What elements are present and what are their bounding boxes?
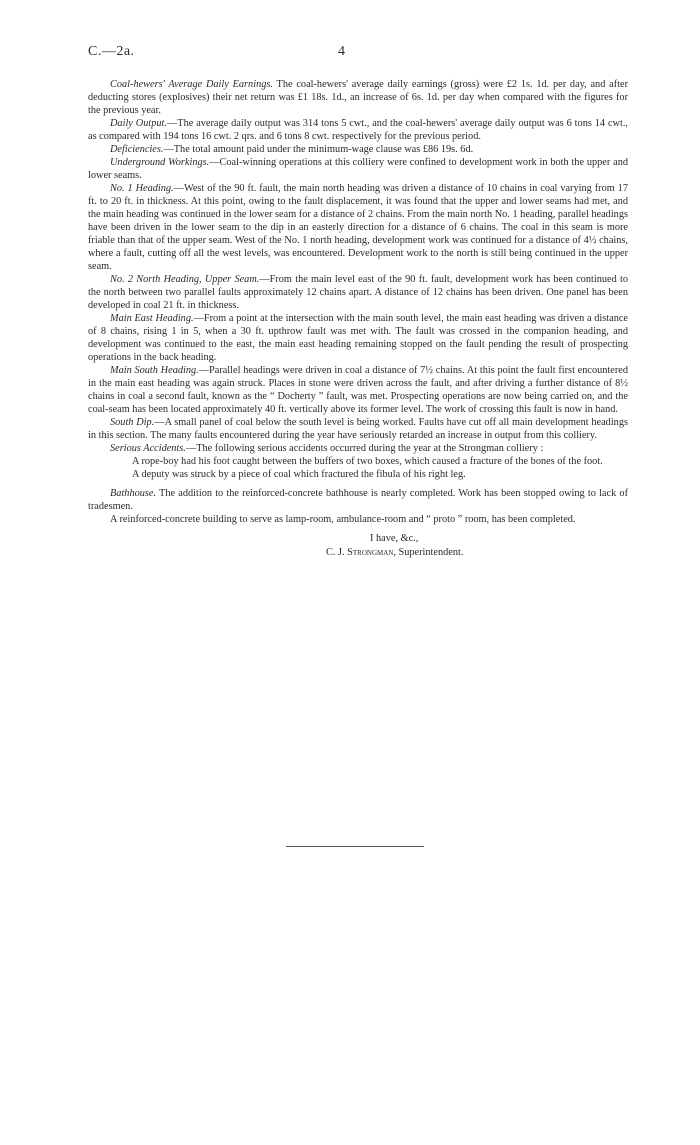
signatory-title: , Superintendent.: [393, 547, 464, 558]
signoff: [326, 532, 628, 559]
paragraph-heading: Main South Heading.: [110, 365, 199, 376]
paragraph-heading: No. 1 Heading.: [110, 183, 174, 194]
paragraph-no2-north-heading: [88, 273, 628, 312]
paragraph-heading: Daily Output.: [110, 118, 167, 129]
paragraph-coal-hewers-earnings: [88, 78, 628, 117]
paragraph-main-south-heading: [88, 364, 628, 416]
paragraph-text: —From the main level east of the 90 ft. fault, development work has been continued to the north between two parallel faults approximately 12 chains apart. A distance of 12 chains has been driven. One panel has been developed in coal 21 ft. in thickness.: [88, 274, 628, 311]
page-number: 4: [338, 44, 345, 59]
signatory-name: C. J. Strongman: [326, 547, 394, 558]
accident-item: A rope-boy had his foot caught between the buffers of two boxes, which caused a fracture of the bones of the foot.: [132, 456, 603, 467]
paragraph-heading: Coal-hewers' Average Daily Earnings.: [110, 79, 273, 90]
section-divider: [286, 846, 424, 847]
paragraph-text: —Coal-winning operations at this colliery were confined to development work in both the upper and lower seams.: [88, 157, 628, 181]
paragraph-text: The addition to the reinforced-concrete bathhouse is nearly completed. Work has been stopped owing to lack of tradesmen.: [88, 488, 628, 512]
signoff-signature: [326, 546, 628, 559]
paragraph-heading: No. 2 North Heading, Upper Seam.: [110, 274, 260, 285]
paragraph-text: —The average daily output was 314 tons 5 cwt., and the coal-hewers' average daily output was 6 tons 14 cwt., as compared with 194 tons 16 cwt. 2 qrs. and 6 tons 8 cwt. respectively for the previous period.: [88, 118, 628, 142]
page-header: [88, 44, 628, 64]
document-code: C.—2a.: [88, 44, 135, 59]
report-body: [88, 78, 628, 559]
paragraph-bathhouse: [88, 487, 628, 513]
paragraph-main-east-heading: [88, 312, 628, 364]
paragraph-text: —From a point at the intersection with the main south level, the main east heading was driven a distance of 8 chains, rising 1 in 5, when a 30 ft. upthrow fault was met with. The fault was crossed in the companion heading, and development was continued to the east, the main east heading remaining stopped on the fault pending the result of prospecting operations in the back heading.: [88, 313, 629, 363]
paragraph-underground-workings: [88, 156, 628, 182]
paragraph-heading: South Dip.: [110, 417, 155, 428]
paragraph-text: The coal-hewers' average daily earnings (gross) were £2 1s. 1d. per day, and after deducting stores (explosives) their net return was £1 18s. 1d., an increase of 6s. 1d. per day when compared with the figures for the previous year.: [88, 79, 628, 116]
signoff-greeting: I have, &c.,: [370, 533, 419, 544]
paragraph-no1-heading: [88, 182, 628, 273]
paragraph-text: —The total amount paid under the minimum-wage clause was £86 19s. 6d.: [163, 144, 474, 155]
paragraph-daily-output: [88, 117, 628, 143]
paragraph-heading: Bathhouse.: [110, 488, 157, 499]
paragraph-heading: Main East Heading.: [110, 313, 194, 324]
accident-item: A deputy was struck by a piece of coal which fractured the fibula of his right leg.: [132, 469, 466, 480]
paragraph-text: —The following serious accidents occurred during the year at the Strongman colliery :: [185, 443, 544, 454]
paragraph-heading: Underground Workings.: [110, 157, 210, 168]
paragraph-serious-accidents: [88, 442, 628, 455]
paragraph-text: A reinforced-concrete building to serve as lamp-room, ambulance-room and “ proto ” room, has been completed.: [110, 514, 576, 525]
paragraph-heading: Serious Accidents.: [110, 443, 186, 454]
paragraph-heading: Deficiencies.: [110, 144, 164, 155]
paragraph-text: —A small panel of coal below the south level is being worked. Faults have cut off all main development headings in this section. The many faults encountered during the year have seriously retarded an increase in output from this colliery.: [88, 417, 628, 441]
paragraph-lamp-room: [88, 513, 628, 526]
paragraph-deficiencies: [88, 143, 628, 156]
paragraph-text: —West of the 90 ft. fault, the main north heading was driven a distance of 10 chains in coal varying from 17 ft. to 20 ft. in thickness. At this point, owing to the fault displacement, it was found that the upper and lower seams had met, and the main heading was continued in the lower seam for a distance of 2 chains. From the main north No. 1 heading, parallel headings have been driven in the lower seam to the dip in an easterly direction for a distance of 6 chains. The coal in this seam is more friable than that of the upper seam. West of the No. 1 north heading, development work was continued for a distance of 4½ chains, where a fault, cutting off all the west levels, was encountered. Development work to the north is still being continued in the upper seam.: [88, 183, 628, 272]
paragraph-south-dip: [88, 416, 628, 442]
paragraph-text: —Parallel headings were driven in coal a distance of 7½ chains. At this point the fault first encountered in the main east heading was again struck. Places in stone were driven across the fault, and after driving a further distance of 8½ chains in coal a second fault, known as the “ Docherty ” fault, was met. Prospecting operations are now being carried on, and the coal-seam has been located approximately 40 ft. vertically above its former level. The work of crossing this fault is now in hand.: [88, 365, 628, 415]
